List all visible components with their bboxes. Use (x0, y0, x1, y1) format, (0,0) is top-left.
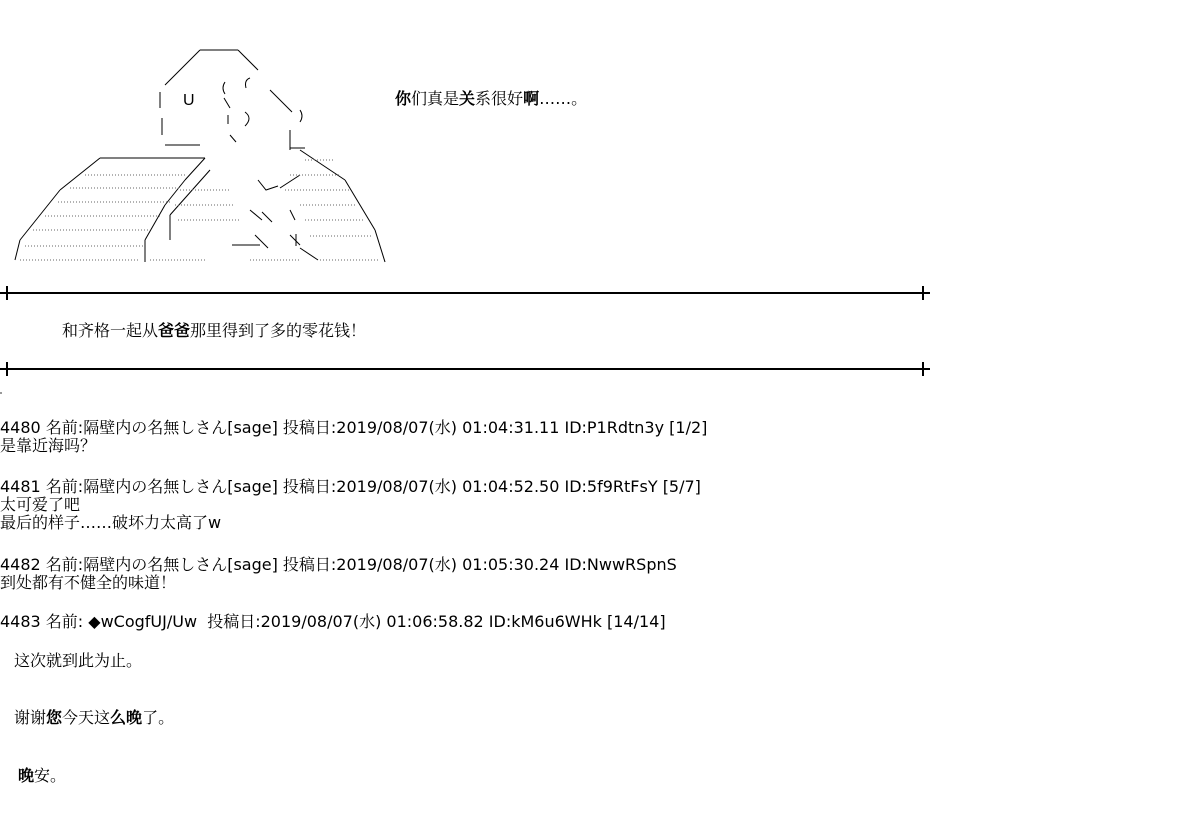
closing-line-2 (14, 709, 174, 727)
divider-plus-right (916, 286, 930, 300)
closing-line-1: 这次就到此为止。 (14, 651, 143, 670)
speech-part: 系很好 (475, 89, 524, 108)
post-header: 4482 名前:隔壁内の名無しさん[sage] 投稿日:2019/08/07(水) 01:05:30.24 ID:NwwRSpnS (0, 555, 677, 574)
post-header: 4481 名前:隔壁内の名無しさん[sage] 投稿日:2019/08/07(水) 01:04:52.50 ID:5f9RtFsY [5/7] (0, 477, 701, 496)
divider-top (0, 286, 930, 300)
speech-part: 们真是 (411, 89, 460, 108)
post-body-line: 太可爱了吧 (0, 495, 81, 514)
stray-dot (0, 392, 2, 394)
post-4481 (0, 478, 701, 532)
closing-part: 了。 (142, 708, 175, 727)
divider-line (6, 292, 924, 294)
post-4480 (0, 419, 707, 455)
speech-part: 啊 (523, 89, 540, 108)
post-4482 (0, 556, 677, 592)
closing-part: 晚 (18, 766, 35, 785)
post-body-line: 是靠近海吗？ (0, 436, 97, 455)
post-header: 4483 名前: ◆wCogfUJ/Uw 投稿日:2019/08/07(水) 01:06:58.82 ID:kM6u6WHk [14/14] (0, 612, 666, 631)
post-header: 4480 名前:隔壁内の名無しさん[sage] 投稿日:2019/08/07(水) 01:04:31.11 ID:P1Rdtn3y [1/2] (0, 418, 708, 437)
speech-part: 你 (395, 89, 412, 108)
speech-part: 关 (459, 89, 476, 108)
post-4483 (0, 613, 666, 631)
closing-part: 么晚 (110, 708, 143, 727)
closing-part: 谢谢 (14, 708, 47, 727)
post-body-line: 最后的样子……破坏力太高了w (0, 513, 222, 532)
divider-plus-right (916, 362, 930, 376)
chapter-title (62, 322, 366, 340)
title-part: 爸爸 (158, 321, 191, 340)
ascii-art-drawing (0, 40, 400, 270)
art-letter-u: U (183, 92, 195, 109)
closing-line-3 (18, 767, 66, 785)
closing-part: 今天这 (62, 708, 111, 727)
title-part: 那里得到了多的零花钱！ (190, 321, 367, 340)
speech-part: ……。 (539, 89, 588, 108)
closing-part: 您 (46, 708, 63, 727)
post-body-line: 到处都有不健全的味道！ (0, 573, 177, 592)
divider-bottom (0, 362, 930, 376)
ascii-art (0, 40, 400, 270)
speech-line (395, 90, 587, 108)
title-part: 和齐格一起从 (62, 321, 159, 340)
closing-part: 安。 (34, 766, 67, 785)
divider-line (6, 368, 924, 370)
